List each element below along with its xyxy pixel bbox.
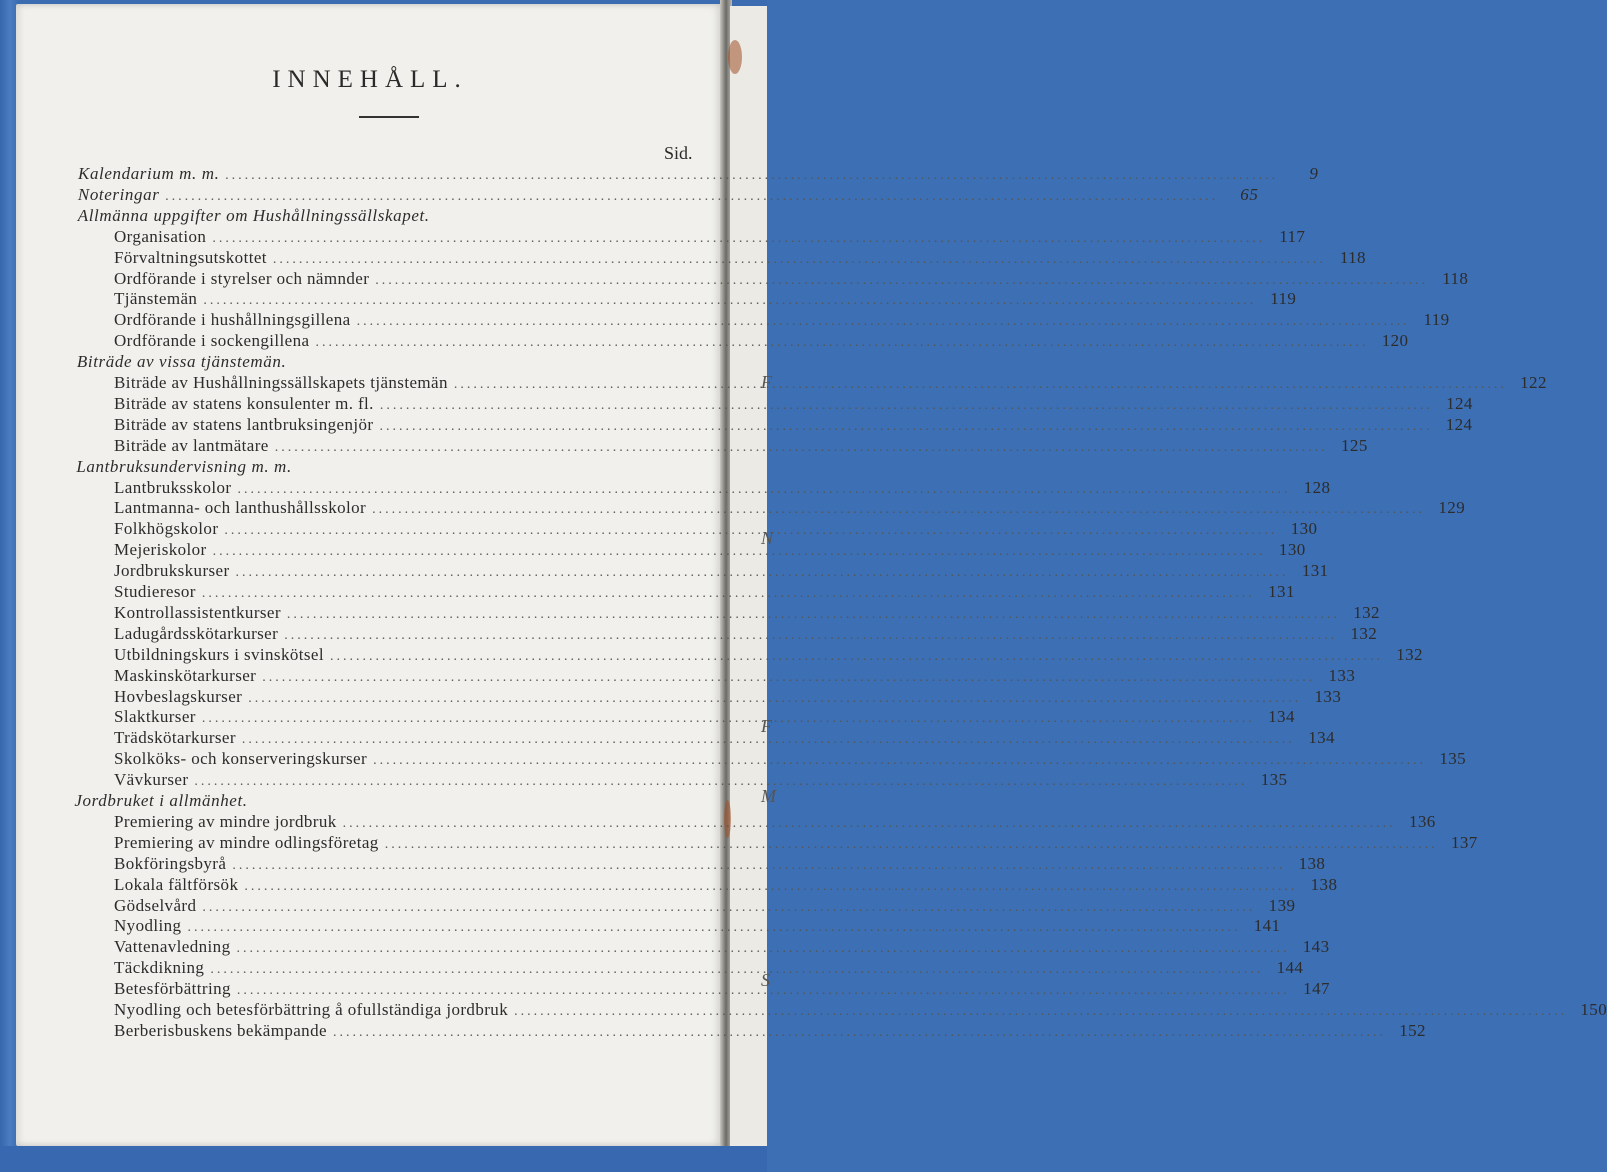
toc-entry-row (114, 477, 1331, 499)
toc-entry-title: Täckdikning (114, 958, 205, 978)
toc-entry-row (114, 373, 1547, 394)
toc-section-title: Kalendarium m. m. (78, 164, 220, 183)
toc-entry-title: Premiering av mindre jordbruk (114, 811, 337, 831)
page-title: INNEHÅLL. (272, 66, 468, 93)
dot-leader (224, 523, 1277, 539)
dot-leader (385, 837, 1438, 853)
toc-section-title: Noteringar (77, 184, 160, 204)
toc-entry-row (114, 749, 1467, 770)
toc-section-row (77, 352, 700, 373)
dot-leader (514, 1004, 1567, 1020)
toc-page-number: 118 (1339, 247, 1366, 267)
toc-page-number: 118 (1442, 268, 1469, 288)
toc-entry-row (114, 582, 1295, 603)
dot-leader (330, 649, 1383, 665)
dot-leader (210, 962, 1263, 978)
page-column-header: Sid. (664, 143, 693, 163)
toc-page-number: 144 (1276, 958, 1304, 978)
dot-leader (357, 314, 1410, 330)
toc-entry-row (114, 644, 1423, 666)
toc-entry-title: Lantmanna- och lanthushållsskolor (114, 498, 367, 518)
toc-page-number: 134 (1268, 707, 1295, 727)
toc-page-number: 133 (1314, 686, 1342, 706)
toc-page-number: 119 (1423, 310, 1450, 330)
toc-entry-title: Gödselvård (114, 895, 197, 915)
toc-entry-title: Ordförande i styrelser och nämnder (114, 268, 370, 288)
dot-leader (202, 711, 1255, 727)
dot-leader (375, 273, 1428, 289)
toc-entry-row (114, 728, 1335, 749)
toc-entry-row (114, 247, 1366, 269)
toc-page-number: 130 (1278, 540, 1306, 560)
toc-entry-title: Bokföringsbyrå (114, 853, 227, 873)
dot-leader (373, 753, 1426, 769)
toc-entry-title: Nyodling (114, 916, 182, 936)
toc-page-number: 137 (1450, 832, 1478, 852)
toc-entry-row (114, 811, 1436, 833)
toc-entry-row (114, 623, 1378, 645)
toc-entry-row (114, 331, 1409, 352)
dot-leader (380, 398, 1433, 414)
toc-entry-title: Nyodling och betesförbättring å ofullständiga jordbruk (114, 1000, 509, 1019)
dot-leader (237, 983, 1290, 999)
toc-entry-row (114, 979, 1330, 1000)
toc-page-number: 129 (1438, 498, 1466, 518)
toc-entry-title: Utbildningskurs i svinskötsel (114, 644, 324, 664)
toc-entry-title: Jordbrukskurser (114, 561, 230, 581)
dot-leader (202, 900, 1255, 916)
toc-entry-row (114, 310, 1450, 331)
dot-leader (333, 1025, 1386, 1041)
toc-page-number: 143 (1302, 937, 1330, 957)
adjacent-page-letter: M (761, 786, 776, 806)
dot-leader (284, 628, 1337, 644)
toc-entry-title: Maskinskötarkurser (114, 665, 257, 685)
toc-page-number: 138 (1298, 853, 1326, 873)
toc-section-row (78, 164, 1319, 185)
toc-entry-row (114, 414, 1473, 436)
toc-entry-title: Ordförande i sockengillena (114, 331, 310, 351)
toc-page-number: 132 (1350, 623, 1378, 643)
dot-leader (287, 607, 1340, 623)
toc-page-number: 130 (1290, 519, 1318, 539)
toc-page-number: 135 (1439, 749, 1467, 769)
toc-entry-row (114, 540, 1306, 561)
dot-leader (242, 732, 1295, 748)
toc-section-title: Lantbruksundervisning m. m. (76, 456, 292, 476)
toc-entry-row (114, 895, 1296, 917)
dot-leader (236, 941, 1289, 957)
adjacent-page-letter: F (761, 372, 772, 392)
toc-page-number: 134 (1308, 728, 1335, 748)
toc-entry-row (114, 686, 1342, 708)
toc-page-number: 131 (1268, 582, 1295, 601)
toc-page-number: 120 (1381, 331, 1409, 351)
toc-entry-row (114, 1020, 1426, 1042)
dot-leader (315, 335, 1368, 351)
toc-entry-row (114, 916, 1281, 937)
toc-entry-title: Biträde av statens konsulenter m. fl. (114, 393, 374, 413)
toc-entry-title: Mejeriskolor (114, 540, 207, 560)
toc-entry-title: Slaktkurser (114, 707, 196, 727)
toc-page-number: 136 (1408, 811, 1436, 831)
toc-page-number: 141 (1253, 916, 1281, 936)
dot-leader (225, 168, 1278, 184)
toc-page-number: 119 (1270, 289, 1297, 309)
toc-section-title: Allmänna uppgifter om Hushållningssällskapet. (77, 205, 430, 225)
dot-leader (273, 252, 1326, 268)
toc-entry-row (114, 268, 1469, 290)
toc-section-row (78, 206, 700, 227)
adjacent-page-letter: S (761, 970, 770, 990)
toc-entry-title: Ladugårdsskötarkurser (114, 623, 279, 643)
dot-leader (202, 586, 1255, 602)
toc-entry-title: Kontrollassistentkurser (114, 602, 281, 622)
toc-entry-title: Betesförbättring (114, 979, 231, 999)
toc-entry-title: Lokala fältförsök (114, 874, 239, 894)
toc-entry-title: Studieresor (114, 582, 196, 601)
toc-section-title: Jordbruket i allmänhet. (74, 791, 248, 810)
dot-leader (213, 544, 1266, 560)
dot-leader (275, 440, 1328, 456)
toc-page-number: 147 (1303, 979, 1330, 999)
dot-leader (343, 816, 1396, 832)
toc-entry-title: Organisation (114, 226, 207, 246)
toc-entry-row (114, 1000, 1607, 1021)
toc-page-number: 139 (1268, 895, 1296, 915)
toc-entry-row (114, 853, 1326, 875)
toc-page-number: 152 (1399, 1020, 1426, 1040)
adjacent-page-letter: N (761, 528, 774, 548)
toc-section-title: Biträde av vissa tjänstemän. (76, 352, 287, 372)
toc-page-number: 132 (1396, 644, 1423, 664)
toc-entry-title: Ordförande i hushållningsgillena (114, 310, 351, 330)
toc-entry-row (114, 958, 1304, 979)
dot-leader (187, 920, 1240, 936)
toc-entry-title: Skolköks- och konserveringskurser (114, 749, 368, 769)
toc-entry-title: Förvaltningsutskottet (114, 247, 267, 267)
toc-section-row (76, 457, 700, 478)
toc-entry-title: Folkhögskolor (114, 519, 219, 539)
toc-page-number: 138 (1310, 874, 1338, 894)
toc-page-number: 150 (1580, 1000, 1607, 1019)
toc-entry-title: Biträde av statens lantbruksingenjör (114, 414, 374, 434)
toc-entry-title: Tjänstemän (114, 289, 198, 309)
toc-entry-row (114, 561, 1329, 582)
toc-entry-title: Biträde av Hushållningssällskapets tjänstemän (114, 373, 448, 392)
toc-page-number: 128 (1303, 477, 1331, 497)
dot-leader (248, 691, 1301, 707)
toc-page-number: 124 (1446, 393, 1473, 413)
toc-section-row (74, 791, 700, 812)
toc-entry-title: Premiering av mindre odlingsföretag (114, 832, 379, 852)
toc-page-number: 133 (1328, 665, 1356, 685)
toc-entry-row (114, 707, 1295, 728)
toc-page-number: 117 (1279, 226, 1306, 246)
toc-page-number: 65 (1240, 184, 1259, 204)
dot-leader (379, 419, 1432, 435)
dot-leader (236, 565, 1289, 581)
toc-page-number: 131 (1301, 561, 1329, 581)
toc-entry-row (114, 393, 1473, 415)
toc-entry-row (114, 665, 1356, 687)
toc-page-number: 122 (1520, 373, 1547, 392)
toc-entry-row (114, 435, 1368, 457)
toc-entry-row (114, 602, 1380, 624)
toc-entry-title: Hovbeslagskurser (114, 686, 243, 706)
toc-entry-row (114, 498, 1466, 519)
toc-entry-title: Vävkurser (114, 770, 189, 790)
dot-leader (165, 189, 1218, 205)
toc-entry-row (114, 874, 1338, 896)
toc-entry-title: Vattenavledning (114, 937, 231, 957)
toc-entry-row (114, 519, 1318, 540)
dot-leader (244, 879, 1297, 895)
toc-entry-row (114, 937, 1330, 958)
toc-page-number: 125 (1341, 435, 1368, 455)
toc-page-number: 135 (1260, 770, 1288, 790)
dot-leader (232, 858, 1285, 874)
dot-leader (194, 774, 1247, 790)
dot-leader (372, 502, 1425, 518)
toc-page-number: 132 (1353, 602, 1380, 622)
toc-page-number: 124 (1445, 414, 1473, 434)
dot-leader (454, 377, 1507, 393)
toc-entry-row (114, 770, 1288, 791)
toc-page-number: 9 (1309, 164, 1319, 183)
toc-entry-row (114, 832, 1478, 854)
toc-entry-title: Lantbruksskolor (114, 477, 232, 497)
toc-entry-title: Biträde av lantmätare (114, 435, 269, 455)
toc-section-row (77, 184, 1259, 206)
dot-leader (262, 670, 1315, 686)
dot-leader (212, 231, 1265, 247)
toc-entry-title: Berberisbuskens bekämpande (114, 1020, 327, 1040)
toc-entry-row (114, 226, 1306, 248)
dot-leader (237, 482, 1290, 498)
toc-entry-row (114, 289, 1297, 310)
dot-leader (203, 293, 1256, 309)
toc-entry-title: Trädskötarkurser (114, 728, 236, 748)
adjacent-page-letter: F (761, 716, 772, 736)
